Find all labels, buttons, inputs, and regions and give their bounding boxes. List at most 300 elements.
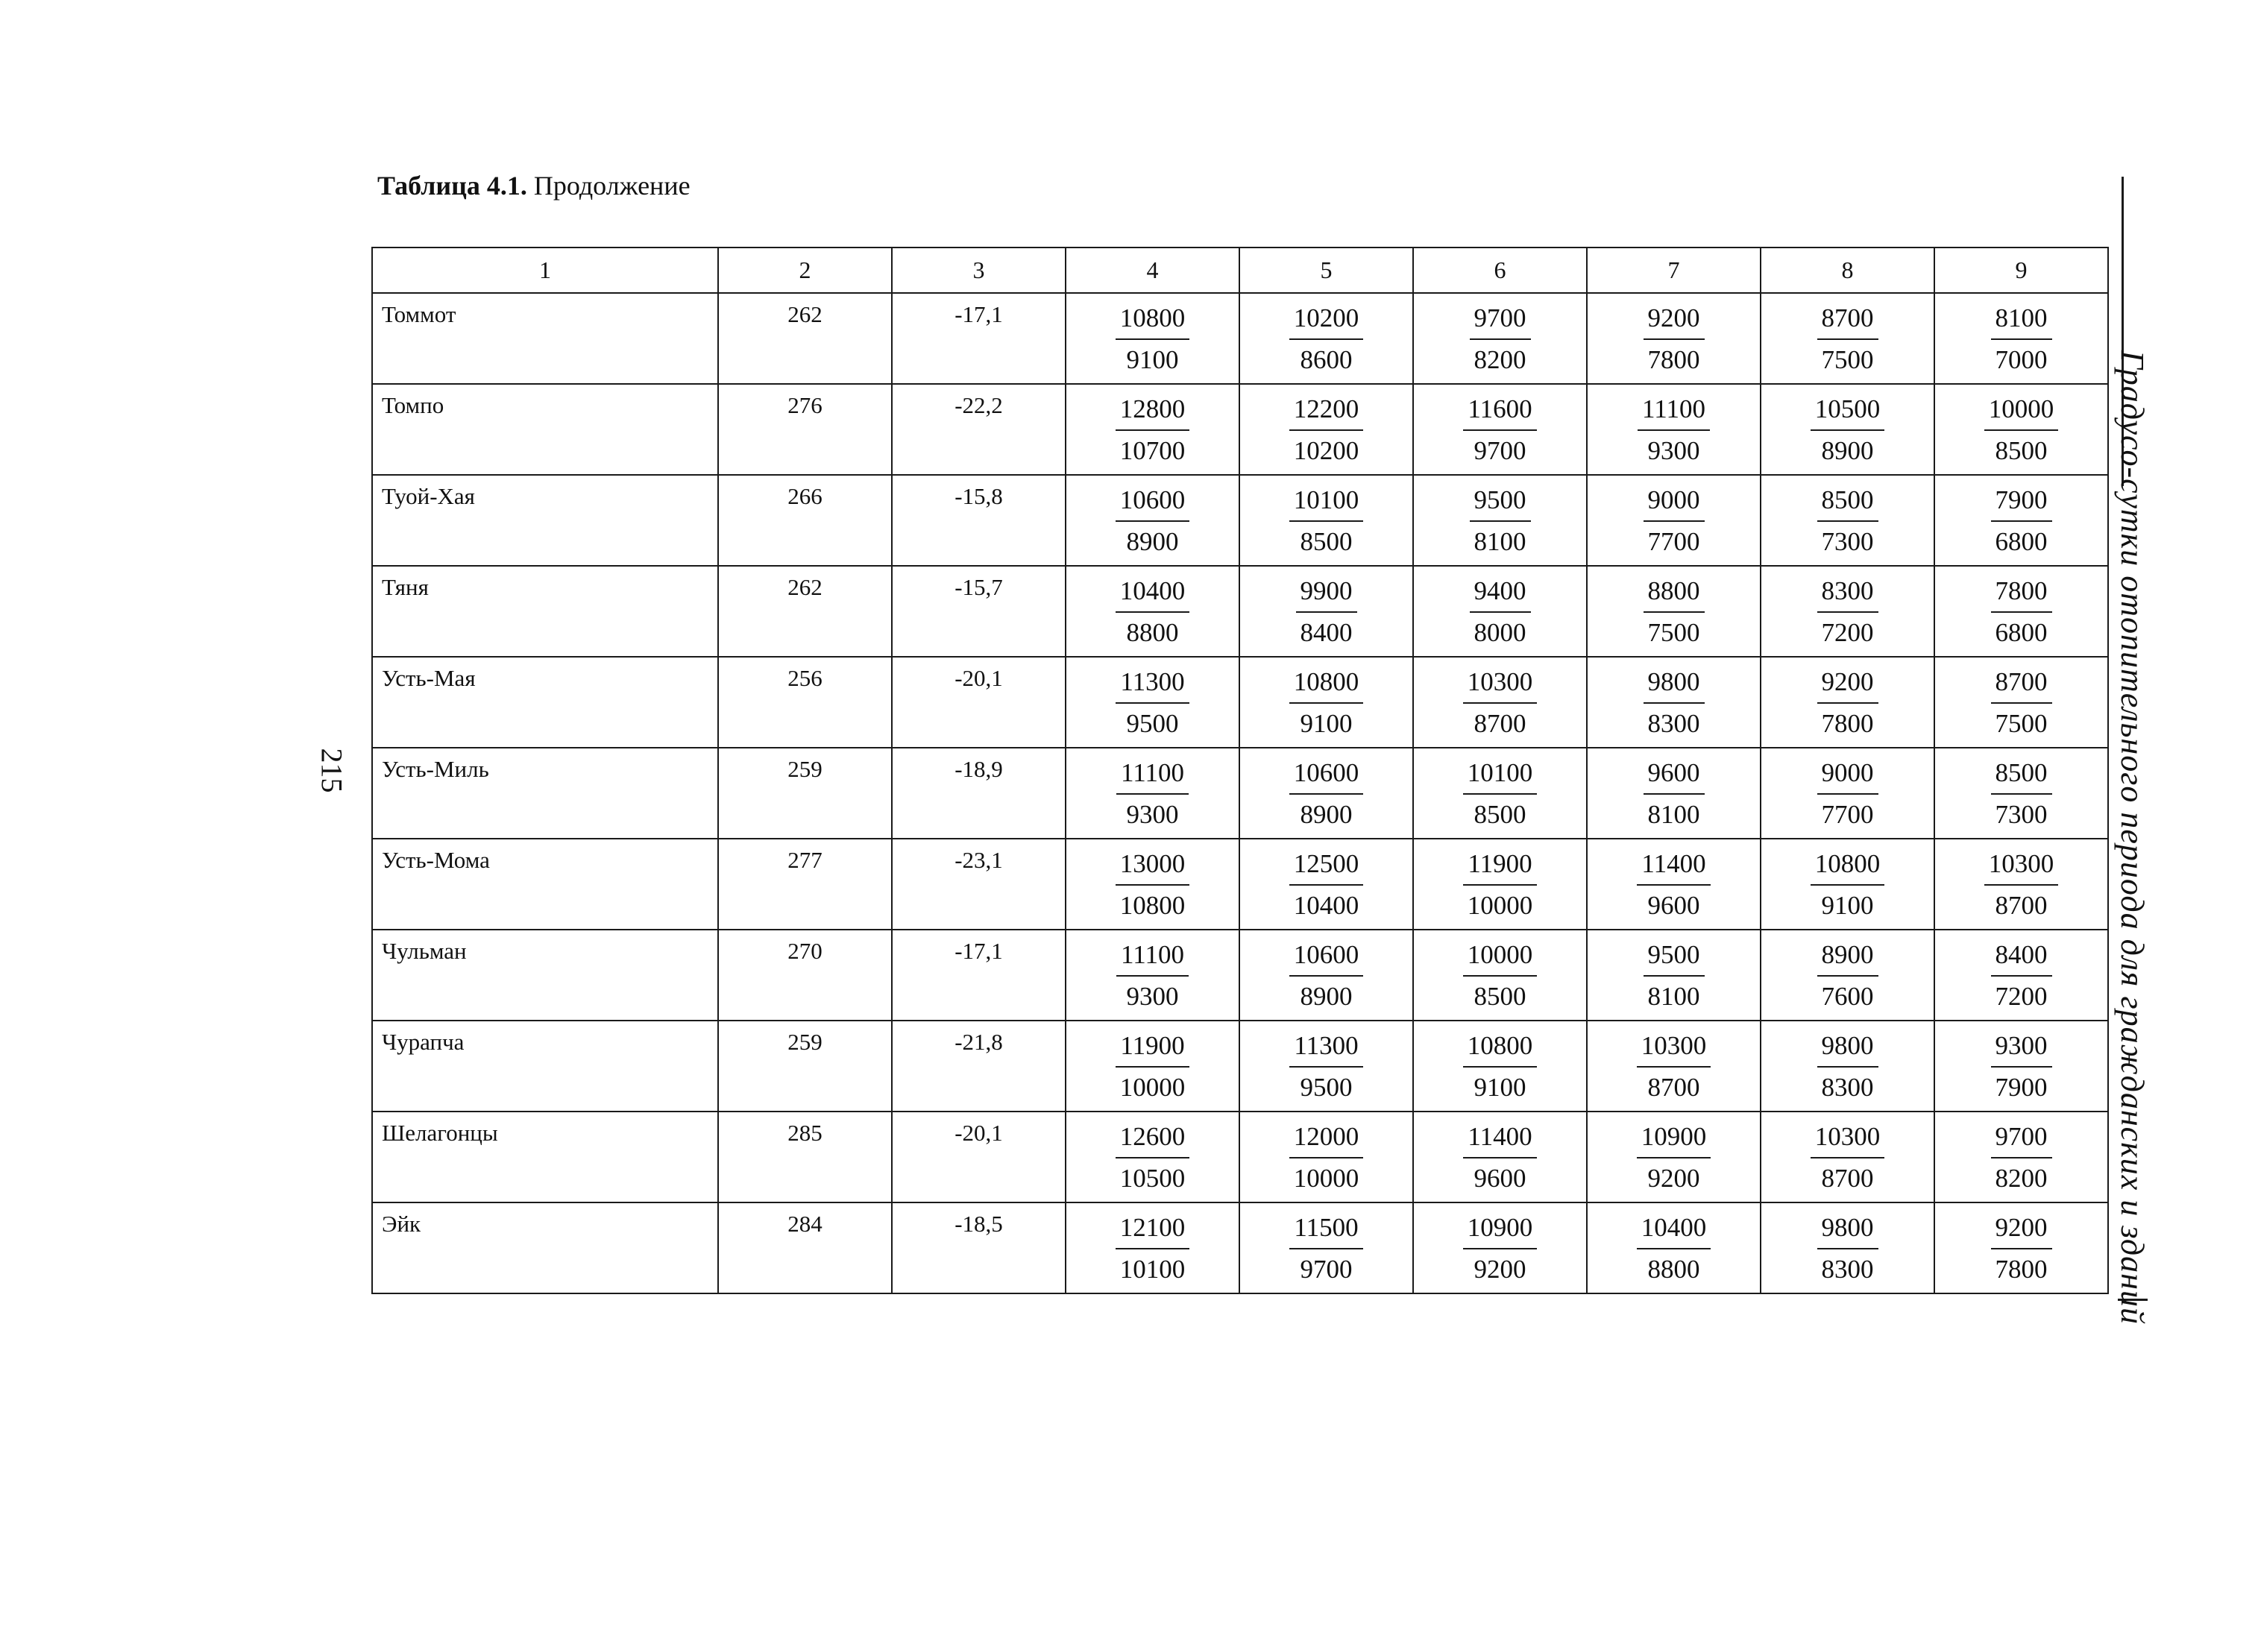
fraction-numerator: 9600 — [1644, 756, 1705, 795]
station-name-cell: Туой-Хая — [372, 475, 718, 566]
fraction-cell — [1587, 384, 1761, 475]
fraction-numerator: 11100 — [1116, 938, 1189, 977]
fraction-cell — [1587, 566, 1761, 657]
table-row — [372, 1021, 2108, 1112]
fraction-cell — [1239, 1021, 1413, 1112]
fraction-numerator: 8400 — [1991, 938, 2052, 977]
station-name-cell: Томмот — [372, 293, 718, 384]
fraction-numerator: 11900 — [1116, 1029, 1189, 1068]
fraction-denominator: 8500 — [1995, 436, 2048, 465]
fraction-denominator: 7300 — [1821, 527, 1874, 556]
fraction — [1817, 665, 1878, 741]
fraction-denominator: 10400 — [1293, 891, 1359, 920]
fraction — [1116, 756, 1189, 832]
fraction-cell — [1761, 657, 1934, 748]
fraction-denominator: 7500 — [1995, 709, 2048, 738]
fraction-denominator: 10800 — [1119, 891, 1186, 920]
header-cell: 7 — [1587, 248, 1761, 293]
fraction-denominator: 8400 — [1300, 618, 1353, 647]
fraction-denominator: 6800 — [1995, 527, 2048, 556]
fraction-denominator: 7600 — [1821, 982, 1874, 1011]
fraction-denominator: 10100 — [1119, 1255, 1186, 1284]
fraction-cell — [1934, 475, 2108, 566]
table-row — [372, 839, 2108, 930]
fraction-denominator: 8000 — [1474, 618, 1526, 647]
table-row — [372, 748, 2108, 839]
fraction-numerator: 9400 — [1470, 574, 1531, 613]
fraction-numerator: 11900 — [1463, 847, 1536, 886]
fraction-cell — [1239, 384, 1413, 475]
fraction — [1289, 483, 1364, 559]
fraction-denominator: 9600 — [1647, 891, 1700, 920]
fraction-numerator: 12000 — [1289, 1120, 1364, 1158]
fraction-cell — [1587, 1202, 1761, 1293]
fraction — [1470, 483, 1531, 559]
fraction-numerator: 10300 — [1463, 665, 1538, 704]
fraction-denominator: 8800 — [1126, 618, 1179, 647]
col2-cell: 256 — [718, 657, 892, 748]
fraction — [1991, 1120, 2052, 1196]
fraction-numerator: 12600 — [1116, 1120, 1190, 1158]
fraction-numerator: 10100 — [1289, 483, 1364, 522]
fraction — [1116, 665, 1189, 741]
fraction-denominator: 9200 — [1647, 1164, 1700, 1193]
fraction-cell — [1239, 566, 1413, 657]
fraction-numerator: 12800 — [1116, 392, 1190, 431]
fraction-cell — [1239, 475, 1413, 566]
fraction — [1637, 1029, 1711, 1105]
fraction-denominator: 8600 — [1300, 345, 1353, 374]
fraction-denominator: 8900 — [1300, 982, 1353, 1011]
fraction-denominator: 8100 — [1647, 800, 1700, 829]
fraction-numerator: 10000 — [1463, 938, 1538, 977]
fraction — [1463, 1211, 1538, 1287]
fraction-cell — [1761, 293, 1934, 384]
fraction-denominator: 8300 — [1647, 709, 1700, 738]
fraction — [1991, 301, 2052, 377]
fraction — [1116, 392, 1190, 468]
fraction-cell — [1587, 930, 1761, 1021]
fraction-numerator: 10800 — [1463, 1029, 1538, 1068]
fraction — [1463, 392, 1536, 468]
fraction — [1289, 847, 1364, 923]
fraction-denominator: 9100 — [1474, 1073, 1526, 1102]
fraction-numerator: 10500 — [1811, 392, 1885, 431]
col2-cell: 277 — [718, 839, 892, 930]
fraction-cell — [1413, 293, 1587, 384]
fraction-numerator: 8900 — [1817, 938, 1878, 977]
fraction-numerator: 10400 — [1116, 574, 1190, 613]
fraction-numerator: 8100 — [1991, 301, 2052, 340]
fraction-numerator: 8700 — [1991, 665, 2052, 704]
fraction-numerator: 8300 — [1817, 574, 1878, 613]
fraction-numerator: 10400 — [1637, 1211, 1711, 1249]
fraction-numerator: 7800 — [1991, 574, 2052, 613]
station-name-cell: Чульман — [372, 930, 718, 1021]
fraction-cell — [1587, 657, 1761, 748]
fraction-cell — [1587, 1021, 1761, 1112]
fraction — [1644, 938, 1705, 1014]
fraction-cell — [1934, 930, 2108, 1021]
fraction-numerator: 11300 — [1116, 665, 1189, 704]
fraction-numerator: 11100 — [1116, 756, 1189, 795]
fraction — [1470, 574, 1531, 650]
fraction — [1644, 756, 1705, 832]
fraction-cell — [1239, 748, 1413, 839]
fraction — [1817, 574, 1878, 650]
fraction — [1644, 665, 1705, 741]
fraction — [1116, 1120, 1190, 1196]
fraction-numerator: 9200 — [1644, 301, 1705, 340]
fraction-numerator: 10600 — [1289, 756, 1364, 795]
fraction-numerator: 9000 — [1817, 756, 1878, 795]
station-name-cell: Усть-Миль — [372, 748, 718, 839]
caption-continuation: Продолжение — [526, 171, 691, 201]
fraction-numerator: 11300 — [1289, 1029, 1362, 1068]
fraction — [1817, 483, 1878, 559]
col3-cell: -15,8 — [892, 475, 1066, 566]
fraction-denominator: 9500 — [1126, 709, 1179, 738]
fraction-numerator: 11500 — [1289, 1211, 1362, 1249]
fraction-denominator: 8100 — [1647, 982, 1700, 1011]
fraction-denominator: 8700 — [1821, 1164, 1874, 1193]
fraction-numerator: 9200 — [1991, 1211, 2052, 1249]
fraction-denominator: 10200 — [1293, 436, 1359, 465]
fraction-cell — [1413, 1021, 1587, 1112]
fraction-cell — [1761, 839, 1934, 930]
table-row — [372, 384, 2108, 475]
fraction — [1289, 392, 1364, 468]
fraction — [1289, 1029, 1362, 1105]
fraction-cell — [1066, 293, 1239, 384]
fraction-numerator: 11400 — [1637, 847, 1710, 886]
degree-days-table — [371, 247, 2109, 1294]
col3-cell: -20,1 — [892, 1112, 1066, 1202]
col3-cell: -23,1 — [892, 839, 1066, 930]
fraction-cell — [1066, 1112, 1239, 1202]
fraction-denominator: 8900 — [1300, 800, 1353, 829]
fraction-denominator: 9700 — [1300, 1255, 1353, 1284]
caption-label: Таблица 4.1. — [377, 171, 527, 201]
fraction-cell — [1761, 748, 1934, 839]
fraction-numerator: 11600 — [1463, 392, 1536, 431]
station-name-cell: Чурапча — [372, 1021, 718, 1112]
fraction-numerator: 11100 — [1638, 392, 1710, 431]
fraction-cell — [1934, 566, 2108, 657]
fraction-cell — [1761, 1112, 1934, 1202]
table-body — [372, 293, 2108, 1293]
fraction-numerator: 9800 — [1644, 665, 1705, 704]
fraction-numerator: 8700 — [1817, 301, 1878, 340]
col2-cell: 284 — [718, 1202, 892, 1293]
table-row — [372, 293, 2108, 384]
fraction-denominator: 8100 — [1474, 527, 1526, 556]
fraction — [1463, 756, 1538, 832]
fraction-numerator: 9500 — [1644, 938, 1705, 977]
fraction-cell — [1934, 1202, 2108, 1293]
fraction — [1811, 1120, 1885, 1196]
fraction-denominator: 7000 — [1995, 345, 2048, 374]
fraction-numerator: 10600 — [1289, 938, 1364, 977]
fraction — [1638, 392, 1710, 468]
station-name-cell: Шелагонцы — [372, 1112, 718, 1202]
fraction — [1116, 483, 1190, 559]
fraction-numerator: 10300 — [1637, 1029, 1711, 1068]
fraction — [1116, 1029, 1189, 1105]
table-row — [372, 1202, 2108, 1293]
fraction-numerator: 12100 — [1116, 1211, 1190, 1249]
fraction — [1116, 574, 1190, 650]
fraction-cell — [1413, 475, 1587, 566]
fraction — [1289, 1211, 1362, 1287]
col3-cell: -18,5 — [892, 1202, 1066, 1293]
fraction-numerator: 10300 — [1984, 847, 2059, 886]
table-row — [372, 657, 2108, 748]
col3-cell: -22,2 — [892, 384, 1066, 475]
fraction — [1289, 938, 1364, 1014]
fraction-denominator: 7200 — [1821, 618, 1874, 647]
fraction-cell — [1413, 839, 1587, 930]
col3-cell: -18,9 — [892, 748, 1066, 839]
fraction-cell — [1587, 475, 1761, 566]
col2-cell: 259 — [718, 1021, 892, 1112]
fraction-cell — [1413, 930, 1587, 1021]
col2-cell: 262 — [718, 293, 892, 384]
fraction-denominator: 7200 — [1995, 982, 2048, 1011]
fraction — [1991, 1211, 2052, 1287]
fraction — [1817, 938, 1878, 1014]
fraction-denominator: 10000 — [1293, 1164, 1359, 1193]
fraction — [1637, 1120, 1711, 1196]
fraction — [1817, 1029, 1878, 1105]
fraction-denominator: 7900 — [1995, 1073, 2048, 1102]
fraction-cell — [1239, 657, 1413, 748]
fraction — [1463, 938, 1538, 1014]
fraction-denominator: 8300 — [1821, 1255, 1874, 1284]
fraction-denominator: 8500 — [1474, 800, 1526, 829]
fraction-numerator: 8500 — [1991, 756, 2052, 795]
fraction-cell — [1239, 1112, 1413, 1202]
fraction-denominator: 9500 — [1300, 1073, 1353, 1102]
fraction-numerator: 10800 — [1116, 301, 1190, 340]
fraction-cell — [1761, 1202, 1934, 1293]
fraction-denominator: 8700 — [1647, 1073, 1700, 1102]
station-name-cell: Тяня — [372, 566, 718, 657]
fraction-numerator: 9000 — [1644, 483, 1705, 522]
fraction-denominator: 10700 — [1119, 436, 1186, 465]
header-cell: 6 — [1413, 248, 1587, 293]
fraction-numerator: 12200 — [1289, 392, 1364, 431]
fraction-cell — [1413, 566, 1587, 657]
col3-cell: -15,7 — [892, 566, 1066, 657]
fraction-cell — [1587, 1112, 1761, 1202]
fraction — [1116, 847, 1190, 923]
fraction-cell — [1934, 839, 2108, 930]
fraction-numerator: 9800 — [1817, 1211, 1878, 1249]
fraction-cell — [1761, 1021, 1934, 1112]
fraction-cell — [1239, 839, 1413, 930]
fraction-numerator: 11400 — [1463, 1120, 1536, 1158]
fraction-numerator: 9200 — [1817, 665, 1878, 704]
fraction — [1116, 301, 1190, 377]
fraction-denominator: 8800 — [1647, 1255, 1700, 1284]
fraction-cell — [1934, 657, 2108, 748]
fraction — [1984, 392, 2059, 468]
table-row — [372, 566, 2108, 657]
fraction-cell — [1761, 566, 1934, 657]
fraction-numerator: 9800 — [1817, 1029, 1878, 1068]
fraction-cell — [1066, 657, 1239, 748]
fraction — [1289, 1120, 1364, 1196]
fraction-cell — [1761, 475, 1934, 566]
station-name-cell: Усть-Мома — [372, 839, 718, 930]
fraction-cell — [1066, 839, 1239, 930]
col2-cell: 285 — [718, 1112, 892, 1202]
fraction-cell — [1066, 384, 1239, 475]
fraction-denominator: 10000 — [1119, 1073, 1186, 1102]
fraction-cell — [1761, 384, 1934, 475]
fraction-numerator: 10200 — [1289, 301, 1364, 340]
fraction — [1644, 574, 1705, 650]
fraction-denominator: 8700 — [1995, 891, 2048, 920]
fraction-numerator: 9700 — [1470, 301, 1531, 340]
fraction-denominator: 9100 — [1126, 345, 1179, 374]
header-cell: 8 — [1761, 248, 1934, 293]
table-row — [372, 1112, 2108, 1202]
fraction-cell — [1413, 1202, 1587, 1293]
fraction-cell — [1934, 384, 2108, 475]
page-number: 215 — [315, 748, 349, 793]
fraction — [1637, 847, 1710, 923]
header-cell: 2 — [718, 248, 892, 293]
header-cell: 9 — [1934, 248, 2108, 293]
fraction-numerator: 13000 — [1116, 847, 1190, 886]
fraction-cell — [1239, 293, 1413, 384]
fraction-denominator: 9100 — [1300, 709, 1353, 738]
col2-cell: 266 — [718, 475, 892, 566]
fraction — [1991, 1029, 2052, 1105]
fraction — [1991, 938, 2052, 1014]
fraction-numerator: 8800 — [1644, 574, 1705, 613]
col2-cell: 262 — [718, 566, 892, 657]
fraction — [1289, 301, 1364, 377]
fraction-cell — [1066, 566, 1239, 657]
fraction-denominator: 7800 — [1995, 1255, 2048, 1284]
fraction-denominator: 8200 — [1995, 1164, 2048, 1193]
fraction-denominator: 7800 — [1821, 709, 1874, 738]
fraction — [1991, 574, 2052, 650]
fraction-numerator: 12500 — [1289, 847, 1364, 886]
fraction-numerator: 9300 — [1991, 1029, 2052, 1068]
fraction-cell — [1761, 930, 1934, 1021]
fraction — [1991, 483, 2052, 559]
fraction — [1811, 392, 1885, 468]
fraction-denominator: 9100 — [1821, 891, 1874, 920]
fraction-denominator: 9600 — [1474, 1164, 1526, 1193]
fraction-cell — [1066, 1202, 1239, 1293]
header-cell: 5 — [1239, 248, 1413, 293]
table-caption — [377, 170, 691, 201]
fraction-cell — [1934, 1021, 2108, 1112]
fraction — [1289, 756, 1364, 832]
fraction-numerator: 10000 — [1984, 392, 2059, 431]
station-name-cell: Эйк — [372, 1202, 718, 1293]
fraction — [1984, 847, 2059, 923]
fraction-numerator: 10100 — [1463, 756, 1538, 795]
fraction-denominator: 9300 — [1126, 800, 1179, 829]
fraction-cell — [1934, 748, 2108, 839]
col2-cell: 276 — [718, 384, 892, 475]
fraction-denominator: 9200 — [1474, 1255, 1526, 1284]
fraction — [1644, 301, 1705, 377]
fraction-cell — [1934, 293, 2108, 384]
header-cell: 3 — [892, 248, 1066, 293]
col3-cell: -17,1 — [892, 293, 1066, 384]
fraction-numerator: 10900 — [1463, 1211, 1538, 1249]
fraction-denominator: 6800 — [1995, 618, 2048, 647]
fraction-numerator: 8500 — [1817, 483, 1878, 522]
fraction-numerator: 10800 — [1811, 847, 1885, 886]
fraction — [1289, 665, 1364, 741]
fraction-denominator: 8300 — [1821, 1073, 1874, 1102]
fraction-denominator: 8900 — [1821, 436, 1874, 465]
fraction-cell — [1066, 1021, 1239, 1112]
fraction — [1817, 301, 1878, 377]
fraction-denominator: 7500 — [1647, 618, 1700, 647]
fraction-denominator: 8900 — [1126, 527, 1179, 556]
fraction-numerator: 10800 — [1289, 665, 1364, 704]
fraction-cell — [1413, 657, 1587, 748]
fraction-numerator: 9900 — [1296, 574, 1357, 613]
fraction-numerator: 10900 — [1637, 1120, 1711, 1158]
fraction-denominator: 9700 — [1474, 436, 1526, 465]
fraction-denominator: 7700 — [1821, 800, 1874, 829]
running-header: Градусо-сутки отопительного периода для гражданских и зданий — [2114, 350, 2151, 1325]
col2-cell: 259 — [718, 748, 892, 839]
fraction-cell — [1587, 748, 1761, 839]
fraction-cell — [1413, 748, 1587, 839]
fraction-cell — [1934, 1112, 2108, 1202]
fraction-numerator: 10300 — [1811, 1120, 1885, 1158]
table-row — [372, 930, 2108, 1021]
fraction — [1991, 756, 2052, 832]
fraction — [1637, 1211, 1711, 1287]
fraction-denominator: 8200 — [1474, 345, 1526, 374]
fraction-numerator: 7900 — [1991, 483, 2052, 522]
fraction-cell — [1587, 293, 1761, 384]
fraction — [1463, 1120, 1536, 1196]
fraction-denominator: 8700 — [1474, 709, 1526, 738]
fraction — [1817, 1211, 1878, 1287]
col3-cell: -21,8 — [892, 1021, 1066, 1112]
fraction-denominator: 9300 — [1647, 436, 1700, 465]
fraction — [1991, 665, 2052, 741]
fraction — [1811, 847, 1885, 923]
header-row — [372, 248, 2108, 293]
fraction — [1463, 665, 1538, 741]
fraction — [1116, 938, 1189, 1014]
fraction-denominator: 8500 — [1300, 527, 1353, 556]
fraction-cell — [1066, 930, 1239, 1021]
fraction-denominator: 7800 — [1647, 345, 1700, 374]
fraction-cell — [1413, 384, 1587, 475]
fraction-cell — [1239, 1202, 1413, 1293]
fraction-denominator: 8500 — [1474, 982, 1526, 1011]
fraction-numerator: 9500 — [1470, 483, 1531, 522]
fraction-denominator: 9300 — [1126, 982, 1179, 1011]
fraction-cell — [1413, 1112, 1587, 1202]
fraction-cell — [1587, 839, 1761, 930]
